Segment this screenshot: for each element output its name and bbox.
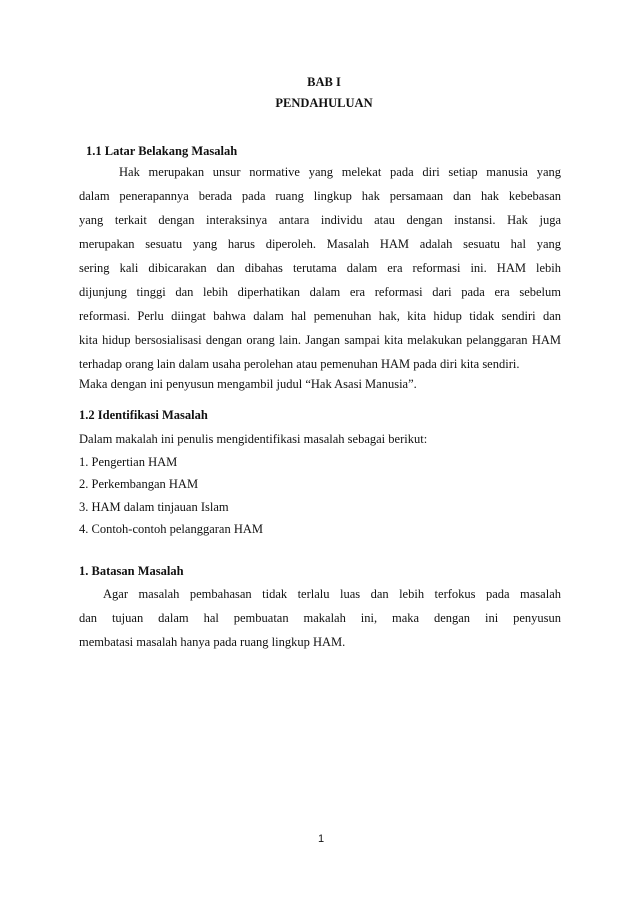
identifikasi-intro: Dalam makalah ini penulis mengidentifikasi masalah sebagai berikut: <box>79 432 428 446</box>
paragraph-batasan <box>79 582 561 654</box>
page-number: 1 <box>317 833 325 845</box>
chapter-number: BAB I <box>307 75 341 89</box>
paragraph-latar-belakang <box>79 160 561 396</box>
section-heading-identifikasi: 1.2 Identifikasi Masalah <box>79 408 208 422</box>
list-item: 4. Contoh-contoh pelanggaran HAM <box>79 522 263 536</box>
paragraph-line: merupakan sesuatu yang harus diperoleh. Masalah HAM adalah sesuatu hal yang <box>79 237 561 251</box>
paragraph-line: reformasi. Perlu diingat bahwa dalam hal pemenuhan hak, kita hidup tidak sendiri dan <box>79 309 561 323</box>
paragraph-line: kita hidup bersosialisasi dengan orang lain. Jangan sampai kita melakukan pelanggaran HAM <box>79 333 561 347</box>
section-heading-batasan: 1. Batasan Masalah <box>79 564 184 578</box>
chapter-title: PENDAHULUAN <box>275 96 373 110</box>
paragraph-line: dijunjung tinggi dan lebih diperhatikan dalam era reformasi dari pada era sebelum <box>79 285 561 299</box>
paragraph-line: Hak merupakan unsur normative yang melekat pada diri setiap manusia yang <box>119 165 561 179</box>
paragraph-line: terhadap orang lain dalam usaha perolehan atau pemenuhan HAM pada diri kita sendiri. <box>79 357 520 371</box>
paragraph-line: Maka dengan ini penyusun mengambil judul “Hak Asasi Manusia”. <box>79 377 417 391</box>
paragraph-line: sering kali dibicarakan dan dibahas terutama dalam era reformasi ini. HAM lebih <box>79 261 561 275</box>
list-item: 2. Perkembangan HAM <box>79 477 199 491</box>
paragraph-line: dan tujuan dalam hal pembuatan makalah ini, maka dengan ini penyusun <box>79 611 561 625</box>
paragraph-line: dalam penerapannya berada pada ruang lingkup hak persamaan dan hak kebebasan <box>79 189 561 203</box>
identifikasi-list <box>79 428 427 541</box>
section-heading-latar-belakang: 1.1 Latar Belakang Masalah <box>86 144 238 158</box>
paragraph-line: membatasi masalah hanya pada ruang lingkup HAM. <box>79 635 346 649</box>
list-item: 3. HAM dalam tinjauan Islam <box>79 499 229 514</box>
list-item: 1. Pengertian HAM <box>79 454 178 469</box>
paragraph-line: Agar masalah pembahasan tidak terlalu luas dan lebih terfokus pada masalah <box>103 587 561 601</box>
paragraph-line: yang terkait dengan interaksinya antara individu atau dengan instansi. Hak juga <box>79 213 561 227</box>
